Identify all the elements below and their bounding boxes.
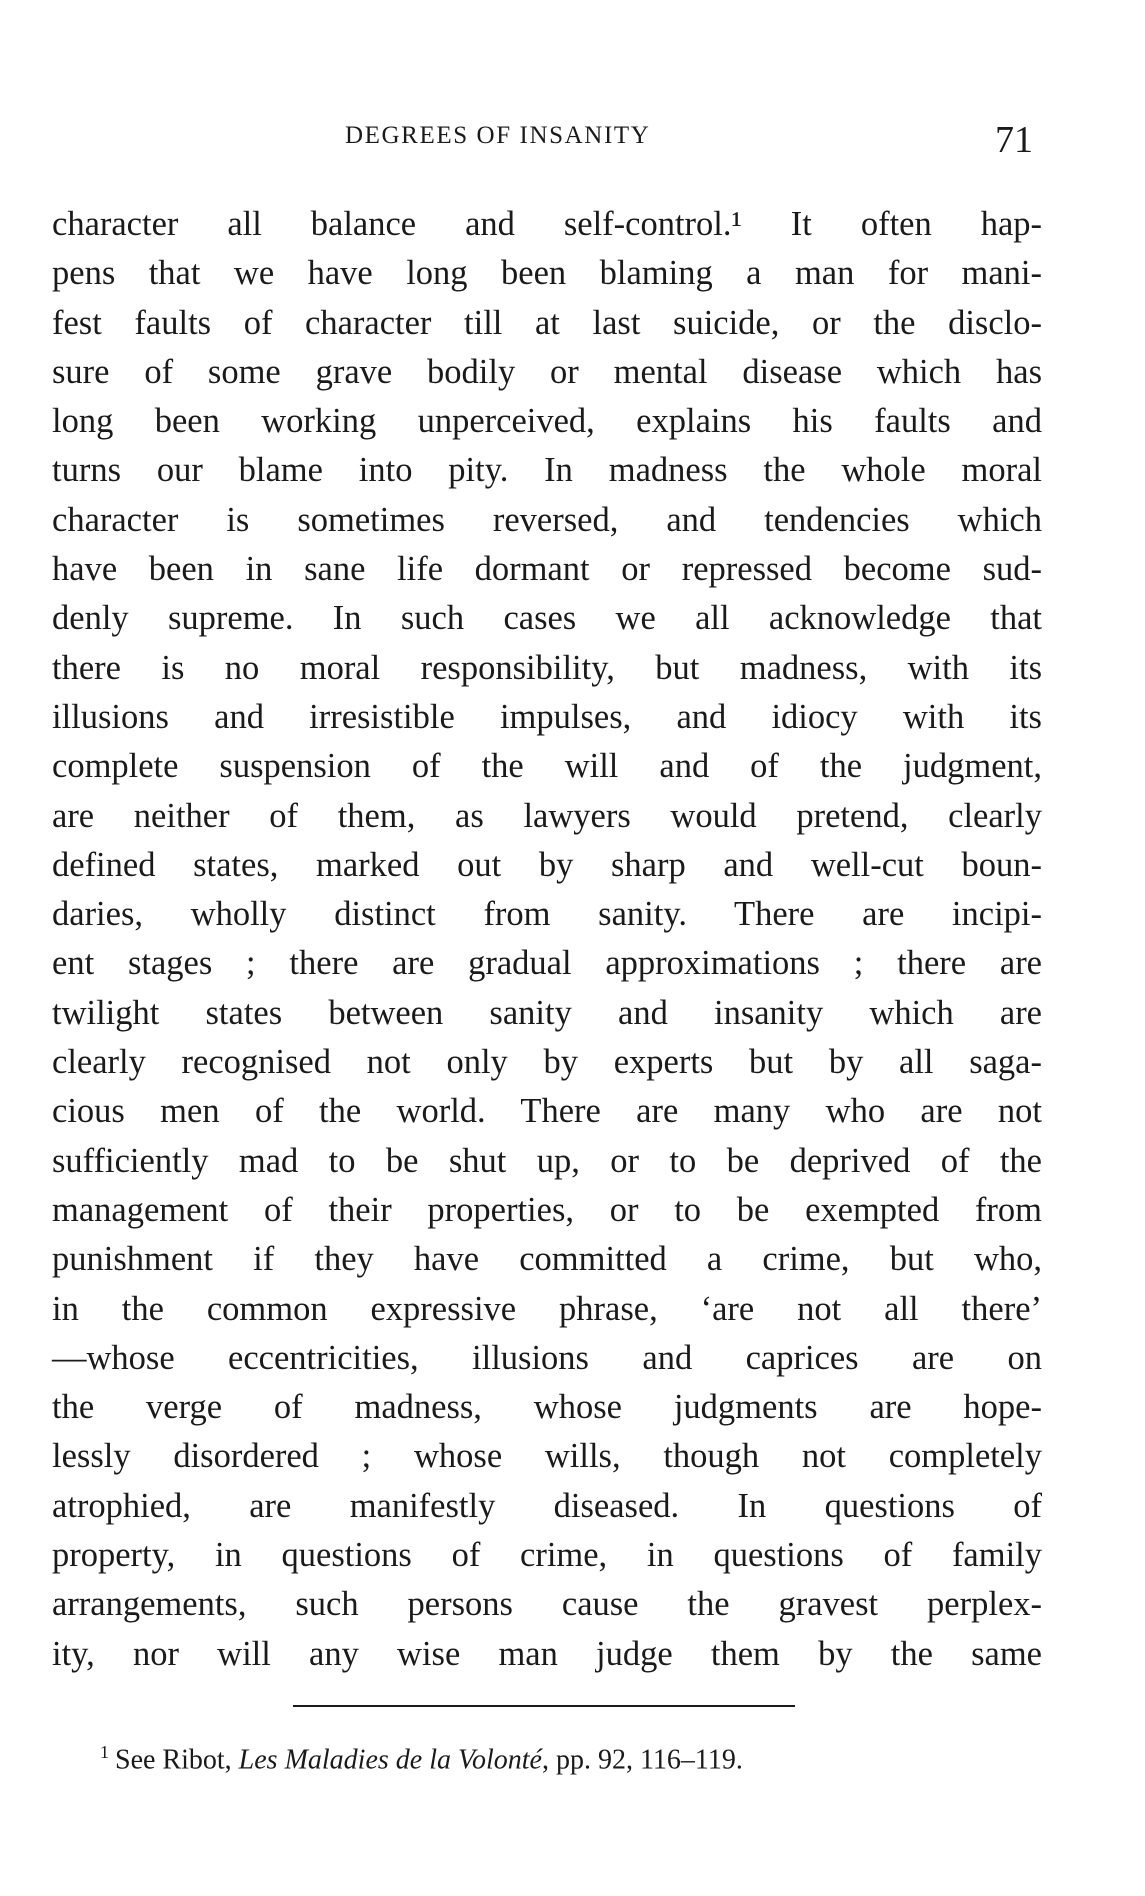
text-line: are neither of them, as lawyers would pretend, clearly [52,796,1042,835]
text-line: defined states, marked out by sharp and well-cut boun- [52,845,1042,884]
text-line: pens that we have long been blaming a man for mani- [52,254,1042,293]
text-line: the verge of madness, whose judgments are hope- [52,1388,1042,1427]
text-line: denly supreme. In such cases we all acknowledge that [52,599,1042,638]
text-line: have been in sane life dormant or repressed become sud- [52,550,1042,589]
text-line: twilight states between sanity and insanity which are [52,993,1042,1032]
text-line: in the common expressive phrase, ‘are not all there’ [52,1289,1042,1328]
text-line: punishment if they have committed a crime, but who, [52,1240,1042,1279]
text-line: —whose eccentricities, illusions and caprices are on [52,1338,1042,1377]
text-line: illusions and irresistible impulses, and idiocy with its [52,697,1042,736]
text-line: ent stages ; there are gradual approximations ; there are [52,944,1042,983]
footnote-prefix: See Ribot, [115,1744,239,1776]
text-line: character all balance and self-control.¹ It often hap- [52,205,1042,243]
text-line: sufficiently mad to be shut up, or to be deprived of the [52,1141,1042,1180]
text-line: lessly disordered ; whose wills, though not completely [52,1437,1042,1476]
text-line: ity, nor will any wise man judge them by the same [52,1634,1042,1673]
text-line: daries, wholly distinct from sanity. There are incipi- [52,895,1042,934]
text-line: long been working unperceived, explains his faults and [52,402,1042,441]
text-line: turns our blame into pity. In madness the whole moral [52,451,1042,490]
footnote-rule [293,1705,795,1707]
text-line: fest faults of character till at last suicide, or the disclo- [52,303,1042,342]
text-line: management of their properties, or to be exempted from [52,1190,1042,1229]
text-line: arrangements, such persons cause the gravest perplex- [52,1585,1042,1624]
running-title: DEGREES OF INSANITY [345,122,651,149]
text-line: complete suspension of the will and of the judgment, [52,747,1042,786]
text-line: atrophied, are manifestly diseased. In questions of [52,1486,1042,1525]
footnote-title: Les Maladies de la Volonté [238,1744,542,1776]
text-line: clearly recognised not only by experts but by all saga- [52,1043,1042,1082]
body-paragraph [52,200,1042,1679]
running-head [0,118,1145,161]
text-line: property, in questions of crime, in questions of family [52,1536,1042,1575]
footnote-suffix: , pp. 92, 116–119. [541,1744,743,1776]
text-line: sure of some grave bodily or mental disease which has [52,352,1042,391]
page-number: 71 [995,119,1033,161]
text-line: cious men of the world. There are many who are not [52,1092,1042,1131]
footnote-marker: 1 [100,1742,109,1762]
footnote [100,1732,1000,1780]
text-line: there is no moral responsibility, but madness, with its [52,648,1042,687]
text-line: character is sometimes reversed, and tendencies which [52,500,1042,539]
